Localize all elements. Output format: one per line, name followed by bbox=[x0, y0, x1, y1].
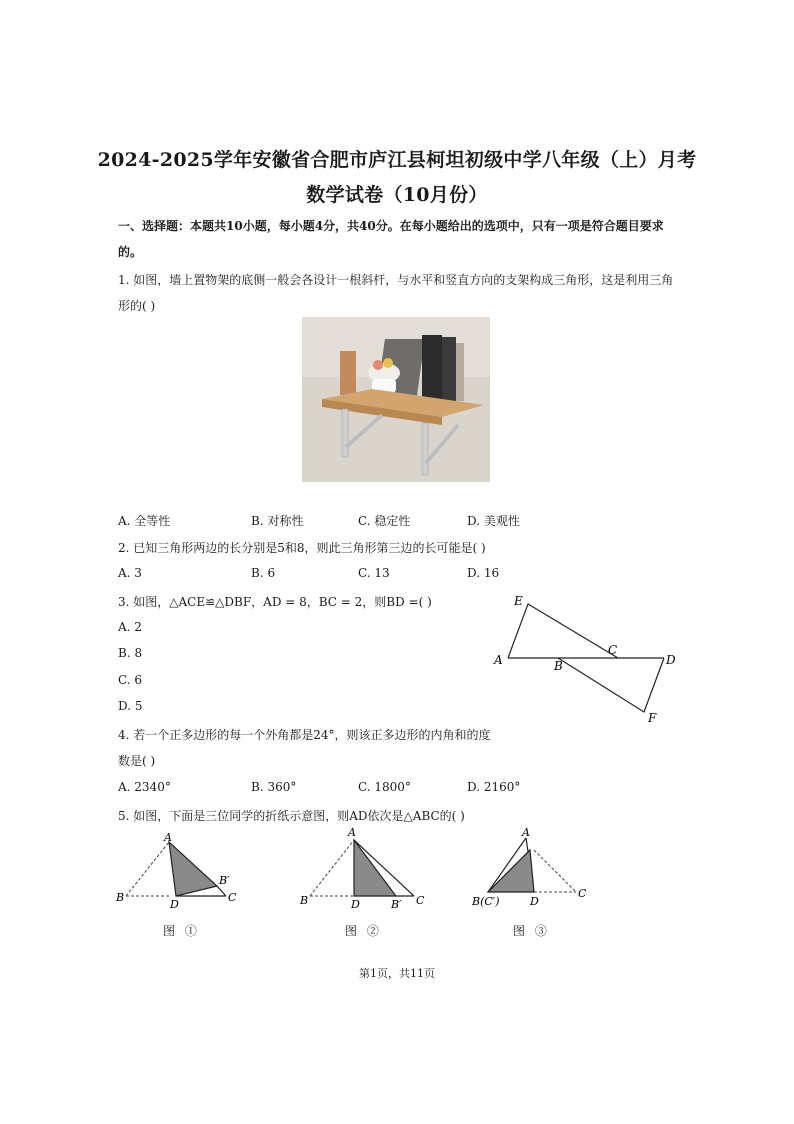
q2-stem: 2. 已知三角形两边的长分别是5和8，则此三角形第三边的长可能是( ) bbox=[118, 541, 486, 555]
fig3-label-d: D bbox=[530, 895, 539, 908]
q3-stem: 3. 如图，△ACE≌△DBF，AD = 8，BC = 2，则BD =( ) bbox=[118, 595, 432, 609]
fig1-label-c: C bbox=[228, 891, 237, 904]
q1-stem-cont: 形的( ) bbox=[118, 299, 156, 313]
fig2-label-c: C bbox=[416, 894, 425, 907]
q4-option-d: D. 2160° bbox=[467, 780, 521, 794]
q1-stem: 1. 如图，墙上置物架的底侧一般会各设计一根斜杆，与水平和竖直方向的支架构成三角形，这是利用三角 bbox=[118, 273, 674, 287]
fig1-label-d: D bbox=[170, 898, 179, 910]
fig1-caption: 图 ① bbox=[163, 924, 200, 938]
q3-option-d: D. 5 bbox=[118, 699, 143, 713]
q5-stem: 5. 如图，下面是三位同学的折纸示意图，则AD依次是△ABC的( ) bbox=[118, 809, 465, 823]
section-instructions-cont: 的。 bbox=[118, 245, 143, 259]
fig1-label-bp: B′ bbox=[219, 874, 230, 887]
q4-option-b: B. 360° bbox=[251, 780, 297, 794]
q4-option-a: A. 2340° bbox=[118, 780, 171, 794]
fig2-label-b: B bbox=[300, 894, 309, 907]
page-number: 第1页，共11页 bbox=[359, 967, 435, 980]
label-a: A bbox=[494, 653, 503, 667]
q3-option-c: C. 6 bbox=[118, 673, 143, 687]
q5-figure-2 bbox=[296, 824, 436, 910]
q5-figure-1 bbox=[114, 828, 254, 910]
label-d: D bbox=[666, 653, 676, 667]
fig3-label-c: C bbox=[578, 887, 587, 900]
q4-option-c: C. 1800° bbox=[358, 780, 411, 794]
fig3-caption: 图 ③ bbox=[513, 924, 550, 938]
fig2-label-bp: B′ bbox=[391, 898, 402, 910]
section-instructions: 一、选择题：本题共10小题，每小题4分，共40分。在每小题给出的选项中，只有一项是符合题目要求 bbox=[118, 219, 664, 233]
label-e: E bbox=[514, 594, 523, 608]
q1-option-d: D. 美观性 bbox=[467, 514, 520, 528]
q3-option-b: B. 8 bbox=[118, 646, 143, 660]
label-b: B bbox=[554, 659, 563, 673]
fig2-caption: 图 ② bbox=[345, 924, 382, 938]
page-title-line1: 2024-2025学年安徽省合肥市庐江县柯坦初级中学八年级（上）月考 bbox=[97, 149, 697, 171]
page-title-line2: 数学试卷（10月份） bbox=[306, 184, 488, 206]
shelf-photo bbox=[302, 317, 490, 482]
fig2-label-d: D bbox=[351, 898, 360, 910]
q2-option-b: B. 6 bbox=[251, 566, 276, 580]
q1-option-b: B. 对称性 bbox=[251, 514, 304, 528]
q4-stem-cont: 数是( ) bbox=[118, 754, 156, 768]
label-f: F bbox=[648, 711, 657, 725]
label-c: C bbox=[608, 643, 618, 657]
q5-figure-3 bbox=[468, 824, 598, 910]
fig3-label-b: B(C′) bbox=[472, 895, 500, 908]
q3-option-a: A. 2 bbox=[118, 620, 142, 634]
fig1-label-b: B bbox=[116, 891, 125, 904]
q2-option-a: A. 3 bbox=[118, 566, 142, 580]
fig3-label-a: A bbox=[522, 826, 530, 839]
q3-figure bbox=[490, 592, 690, 727]
q2-option-d: D. 16 bbox=[467, 566, 500, 580]
q1-option-a: A. 全等性 bbox=[118, 514, 171, 528]
fig2-label-a: A bbox=[348, 826, 356, 839]
q4-stem: 4. 若一个正多边形的每一个外角都是24°，则该正多边形的内角和的度 bbox=[118, 728, 491, 742]
q2-option-c: C. 13 bbox=[358, 566, 390, 580]
fig1-label-a: A bbox=[164, 831, 172, 844]
q1-option-c: C. 稳定性 bbox=[358, 514, 411, 528]
